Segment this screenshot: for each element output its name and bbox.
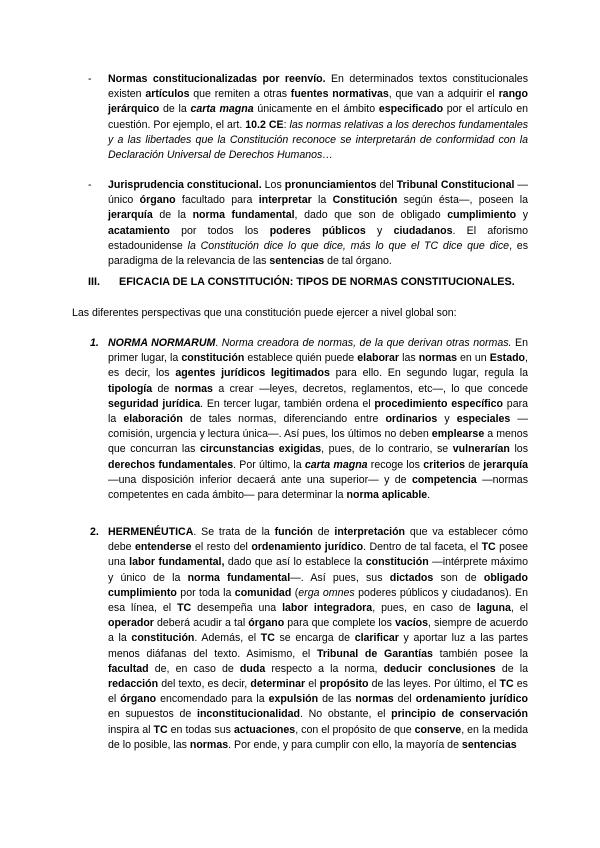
list-item-text [108,336,528,503]
text-run: se encarga de [274,632,355,645]
text-run: —comisión, urgencia y lectura única—. Así pues, los últimos no deben [108,413,528,441]
text-run: de la [495,662,528,675]
bullet-jurisprudencia [88,178,528,269]
text-run: para la [108,397,529,426]
text-run: NORMA NORMARUM [108,337,216,349]
text-run: ciudadanos [393,224,453,237]
text-run: encomendado para la [156,693,269,706]
text-run: de tales normas, diferenciando entre [182,413,386,426]
bullet-text [108,178,528,269]
text-run: TC [177,602,192,615]
text-run: determinar [250,678,306,691]
text-run: , pues, de lo contrario, se [321,443,453,456]
text-run: deberá acudir a tal [153,617,249,630]
text-run: de [465,458,484,471]
text-run: obligado cumplimiento [108,571,528,599]
text-run: 10.2 CE [245,118,284,131]
text-run: ordenamiento jurídico [415,693,528,706]
text-run: rango jerárquico [108,88,528,116]
text-run: para que complete los [284,617,396,630]
text-run: , que van a adquirir el [388,88,499,101]
text-run: , el [510,602,528,615]
list-item-number: 2. [90,526,99,538]
text-run: TC [153,723,168,736]
text-run: En primer lugar, la [108,337,528,365]
text-run: tipología [108,382,153,395]
text-run: labor integradora [282,602,373,615]
text-run: —. Así pues, sus [290,571,390,584]
list-item-number: 1. [90,337,99,349]
text-run: órgano [139,194,176,207]
text-run: también posee la [432,647,528,660]
text-run: —único [108,179,528,207]
text-run: establece quién puede [244,352,358,365]
text-run: dado que así lo establece la [224,556,366,569]
text-run: posee una [108,541,529,569]
text-run: y [437,413,457,426]
text-run: . [215,337,222,349]
text-run: ordinarios [385,413,438,426]
text-run: de tal órgano. [324,255,392,268]
text-run: normas [355,693,394,706]
text-run: jerarquía [108,209,153,222]
text-run: TC [481,541,496,554]
text-run: Los [261,179,285,191]
bullet-marker: - [88,73,92,85]
text-run: Norma creadora de normas, de la que derivan otras normas. [221,337,512,349]
text-run: . Además, el [194,632,261,645]
text-run: redacción [108,678,159,691]
text-run: TC [499,678,514,691]
text-run: el [305,678,320,691]
text-run: competencia [411,473,477,486]
text-run: recoge los [367,458,424,471]
text-run: órgano [248,617,285,630]
text-run: . En tercer lugar, también ordena el [200,397,375,410]
text-run: artículos [145,88,190,101]
text-run: por toda la [176,586,235,599]
text-run: la Constitución dice lo que dice, más lo que el TC dice que dice [187,239,510,252]
text-run: por todos los [169,224,270,237]
text-run: de la [152,209,193,222]
text-run: poderes públicos [269,224,366,237]
text-run: entenderse [135,541,192,554]
text-run: elaborar [357,352,400,365]
text-run: inspira al [108,723,154,736]
text-run: Normas constitucionalizadas por reenvío. [108,73,326,85]
text-run: órgano [120,693,157,706]
text-run: de las [318,693,356,706]
text-run: sentencias [461,738,517,751]
text-run: y aportar luz a las partes menos diáfanas del texto. Asimismo, el [108,632,528,660]
text-run: la [311,194,333,207]
text-run: especificado [378,103,444,116]
text-run: comunidad [234,586,292,599]
text-run: . El aforismo estadounidense [108,224,528,252]
list-item-text [108,525,528,753]
bullet-marker: - [88,179,92,191]
text-run: criterios [423,458,466,471]
text-run: , siempre de acuerdo a la [108,617,529,645]
text-run: del texto, es decir, [158,678,251,691]
text-run: fuentes normativas [290,88,389,101]
intro-paragraph: Las diferentes perspectivas que una constitución puede ejercer a nivel global son: [72,307,457,319]
text-run: deducir conclusiones [383,662,496,675]
text-run: desempeña una [191,602,283,615]
text-run: ( [291,586,299,599]
text-run: propósito [319,678,369,691]
text-run: función [274,526,313,538]
text-run: En determinados textos constitucionales existen [108,73,528,101]
text-run: para ello. En segundo lugar, regula la [329,367,528,380]
bullet-reenvio [88,72,528,163]
text-run: Estado [489,352,526,365]
text-run: interpretar [258,194,312,207]
text-run: es el [108,678,528,706]
text-run: poderes públicos y ciudadanos). En esa línea, el [108,586,528,615]
text-run: , es paradigma de la relevancia de las [108,239,528,268]
text-run: . No obstante, el [300,708,392,721]
text-run: erga omnes [298,586,355,599]
text-run: HERMENÉUTICA [108,526,194,538]
text-run: . Por ende, y para cumplir con ello, la mayoría de [228,738,462,751]
text-run: norma fundamental [187,571,291,584]
text-run: , con el propósito de que [295,723,415,736]
text-run: según ésta—, poseen la [397,194,529,207]
text-run: por el artículo en cuestión. Por ejemplo, el art. [108,103,529,131]
text-run: Constitución [332,194,398,207]
text-run: y [516,209,528,222]
text-run: en supuestos de [108,708,197,721]
list-item-hermeneutica [90,525,528,753]
text-run: —una disposición inferior decaerá ante una superior— y de [108,473,412,486]
text-run: son de [433,571,484,584]
text-run: Jurisprudencia constitucional. [108,179,262,191]
text-run: Tribunal de Garantías [316,647,433,660]
text-run: pronunciamientos [284,179,377,191]
text-run: actuaciones [233,723,296,736]
text-run: elaboración [123,413,183,426]
text-run: , es decir, los [108,352,528,380]
text-run: conserve [414,723,462,736]
text-run: derechos fundamentales [108,458,234,471]
text-run: jerarquía [483,458,529,471]
text-run: seguridad jurídica [108,397,201,410]
text-run: vulnerarían [452,443,510,456]
section-number: III. [88,276,100,288]
text-run: y [365,224,394,237]
text-run: las normas relativas a los derechos fundamentales y a las libertades que la Constitución reconoce se interpretarán de conformidad con la Declaración Universal de Derechos Humanos… [108,118,529,162]
text-run: en un [456,352,490,365]
text-run: en todas sus [167,723,234,736]
text-run: que remiten a otras [189,88,291,101]
text-run: a crear —leyes, decretos, reglamentos, etc—, lo que concede [212,382,529,395]
text-run: facultado para [175,194,259,207]
section-title: EFICACIA DE LA CONSTITUCIÓN: TIPOS DE NORMAS CONSTITUCIONALES. [119,276,515,288]
text-run: dictados [389,571,434,584]
text-run: laguna [476,602,511,615]
text-run: duda [239,662,266,675]
text-run: facultad [108,662,149,675]
text-run: labor fundamental, [129,556,225,569]
text-run: los [509,443,528,456]
text-run: que va establecer cómo debe [108,526,529,554]
text-run: del [376,179,397,191]
text-run: emplearse [431,428,485,441]
text-run: normas [174,382,213,395]
text-run: vacíos [395,617,429,630]
text-run: de las leyes. Por último, el [368,678,500,691]
text-run: sentencias [269,255,325,268]
text-run: operador [108,617,154,630]
text-run: cumplimiento [447,209,517,222]
text-run: normas [418,352,457,365]
text-run: —normas competentes en cada ámbito— para determinar la [108,473,528,502]
text-run: constitución [365,556,429,569]
text-run: el resto del [191,541,252,554]
text-run: acatamiento [108,224,170,237]
text-run: clarificar [354,632,399,645]
text-run: normas [189,738,229,751]
text-run: ordenamiento jurídico [251,541,364,554]
text-run: . [427,489,431,502]
text-run: . Dentro de tal faceta, el [363,541,482,554]
text-run: circunstancias exigidas [200,443,322,456]
text-run: . Por último, la [233,458,305,471]
text-run: Tribunal Constitucional [396,179,515,191]
text-run: de, en caso de [148,662,240,675]
text-run: de [312,526,335,538]
text-run: a menos que concurran las [108,428,528,456]
text-run: expulsión [268,693,319,706]
text-run: , dado que son de obligado [294,209,448,222]
list-item-norma-normarum [90,336,528,503]
text-run: inconstitucionalidad [197,708,300,721]
text-run: agentes jurídicos legitimados [175,367,330,380]
text-run: procedimiento específico [374,397,504,410]
section-heading [88,275,515,290]
text-run: TC [260,632,275,645]
text-run: carta magna [190,103,254,116]
text-run: interpretación [334,526,406,538]
text-run: norma fundamental [192,209,295,222]
text-run: constitución [181,352,245,365]
text-run: principio de conservación [391,708,528,721]
bullet-text [108,72,528,163]
text-run: de [152,382,175,395]
text-run: —intérprete máximo y único de la [108,556,528,584]
text-run: , en la medida de lo posible, las [108,723,528,751]
text-run: : [283,118,290,131]
text-run: respecto a la norma, [265,662,384,675]
text-run: las [399,352,419,365]
text-run: de la [159,103,191,116]
text-run: , pues, en caso de [372,602,477,615]
text-run: carta magna [304,458,368,471]
text-run: norma aplicable [346,489,428,502]
text-run: especiales [456,413,511,426]
text-run: únicamente en el ámbito [253,103,379,116]
text-run: . Se trata de la [193,526,275,538]
text-run: constitución [131,632,195,645]
text-run: del [393,693,416,706]
